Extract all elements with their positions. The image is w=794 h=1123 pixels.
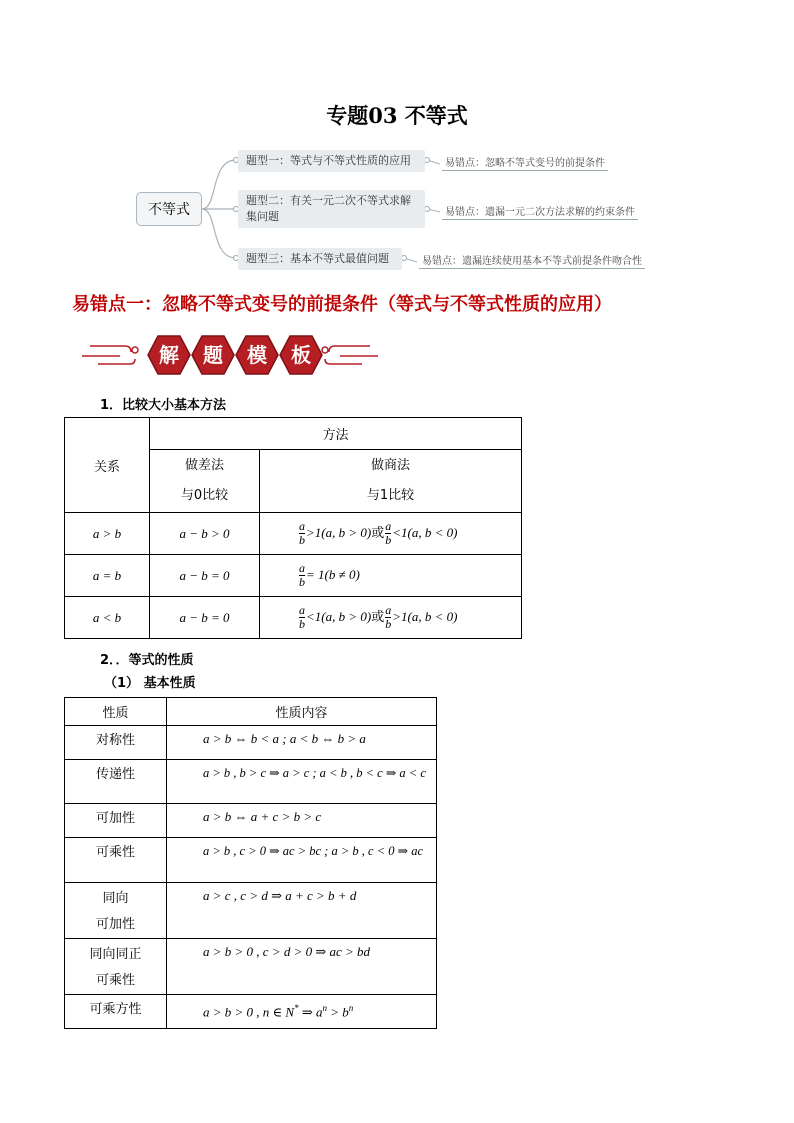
section-2-label: 2．．等式的性质 bbox=[100, 653, 194, 668]
mind-map-branch-2: 题型二：有关一元二次不等式求解集问题 bbox=[238, 190, 425, 228]
banner-char-4: 板 bbox=[291, 343, 311, 367]
table-row bbox=[65, 995, 437, 1029]
mind-map-branch-3: 题型三：基本不等式最值问题 bbox=[238, 248, 402, 270]
table-row bbox=[65, 883, 437, 939]
relation-cell: a > b bbox=[65, 513, 150, 555]
section-2-1-label: （1） 基本性质 bbox=[104, 676, 196, 691]
header-property: 性质 bbox=[65, 698, 167, 726]
table-row bbox=[65, 760, 437, 804]
comparison-methods-table bbox=[64, 417, 522, 639]
section-heading-mistake-1: 易错点一：忽略不等式变号的前提条件（等式与不等式性质的应用） bbox=[72, 294, 612, 315]
banner-swirl-left bbox=[82, 346, 138, 364]
page-title: 专题03 不等式 bbox=[326, 103, 468, 128]
table-row bbox=[65, 804, 437, 838]
property-name: 可加性 bbox=[65, 804, 167, 838]
mind-map-note-1: 易错点：忽略不等式变号的前提条件 bbox=[442, 154, 608, 171]
diff-cell: a − b = 0 bbox=[150, 597, 260, 639]
table-row bbox=[65, 939, 437, 995]
equality-properties-table bbox=[64, 697, 437, 1029]
relation-cell: a = b bbox=[65, 555, 150, 597]
fraction: $\frac{a}{b}$ bbox=[385, 519, 392, 547]
quotient-cell: $\frac{a}{b}$ = 1(b ≠ 0) bbox=[260, 555, 522, 597]
header-diff-label: 做差法 bbox=[184, 458, 224, 473]
fraction: $\frac{a}{b}$ bbox=[299, 561, 305, 589]
property-name: 可乘性 bbox=[65, 838, 167, 883]
header-quotient-label: 做商法 bbox=[370, 458, 410, 473]
property-name: 对称性 bbox=[65, 726, 167, 760]
diff-cell: a − b = 0 bbox=[150, 555, 260, 597]
property-content: a > b ⇔ a + c > b > c bbox=[167, 804, 437, 838]
mind-map-connectors bbox=[0, 0, 794, 280]
property-content: a > b , b > c ⇒ a > c ; a < b , b < c ⇒ a < c bbox=[167, 760, 437, 804]
banner-swirl-right bbox=[322, 346, 378, 364]
property-name: 可乘方性 bbox=[65, 995, 167, 1029]
header-diff-sub: 与0比较 bbox=[180, 488, 229, 503]
relation-cell: a < b bbox=[65, 597, 150, 639]
quotient-cell: $\frac{a}{b}$ <1(a, b > 0)或 $\frac{a}{b}$ >1(a, b < 0) bbox=[260, 597, 522, 639]
banner-char-2: 题 bbox=[203, 343, 223, 367]
header-quotient bbox=[260, 450, 522, 513]
banner-solution-template bbox=[80, 326, 380, 384]
quotient-cell: $\frac{a}{b}$ >1(a, b > 0)或 $\frac{a}{b}$ <1(a, b < 0) bbox=[260, 513, 522, 555]
mind-map-note-3: 易错点：遗漏连续使用基本不等式前提条件吻合性 bbox=[419, 252, 645, 269]
mind-map-root: 不等式 bbox=[136, 192, 202, 226]
table-row bbox=[65, 513, 522, 555]
mind-map-branch-1: 题型一：等式与不等式性质的应用 bbox=[238, 150, 425, 172]
mind-map-note-2: 易错点：遗漏一元二次方法求解的约束条件 bbox=[442, 203, 638, 220]
table-row bbox=[65, 726, 437, 760]
property-content: a > b , c > 0 ⇒ ac > bc ; a > b , c < 0 ⇒ ac bbox=[167, 838, 437, 883]
header-relation: 关系 bbox=[65, 418, 150, 513]
property-content: a > b > 0 , c > d > 0 ⇒ ac > bd bbox=[167, 939, 437, 995]
diff-cell: a − b > 0 bbox=[150, 513, 260, 555]
header-content: 性质内容 bbox=[167, 698, 437, 726]
table-row bbox=[65, 555, 522, 597]
table-row bbox=[65, 597, 522, 639]
property-name: 同向同正 可乘性 bbox=[65, 939, 167, 995]
section-1-label: 1．比较大小基本方法 bbox=[100, 398, 227, 413]
mind-map bbox=[0, 0, 794, 280]
property-content: a > b > 0 , n ∈ N* ⇒ $a^n > b^n$ bbox=[167, 995, 437, 1029]
header-quotient-sub: 与1比较 bbox=[366, 488, 415, 503]
banner-char-3: 模 bbox=[247, 343, 267, 367]
property-name: 传递性 bbox=[65, 760, 167, 804]
table-row bbox=[65, 838, 437, 883]
property-content: a > b ⇔ b < a ; a < b ⇔ b > a bbox=[167, 726, 437, 760]
fraction: $\frac{a}{b}$ bbox=[385, 603, 392, 631]
property-name: 同向 可加性 bbox=[65, 883, 167, 939]
fraction: $\frac{a}{b}$ bbox=[299, 603, 305, 631]
header-diff bbox=[150, 450, 260, 513]
property-content: a > c , c > d ⇒ a + c > b + d bbox=[167, 883, 437, 939]
header-method: 方法 bbox=[150, 418, 522, 450]
fraction: $\frac{a}{b}$ bbox=[299, 519, 305, 547]
banner-char-1: 解 bbox=[159, 343, 179, 367]
